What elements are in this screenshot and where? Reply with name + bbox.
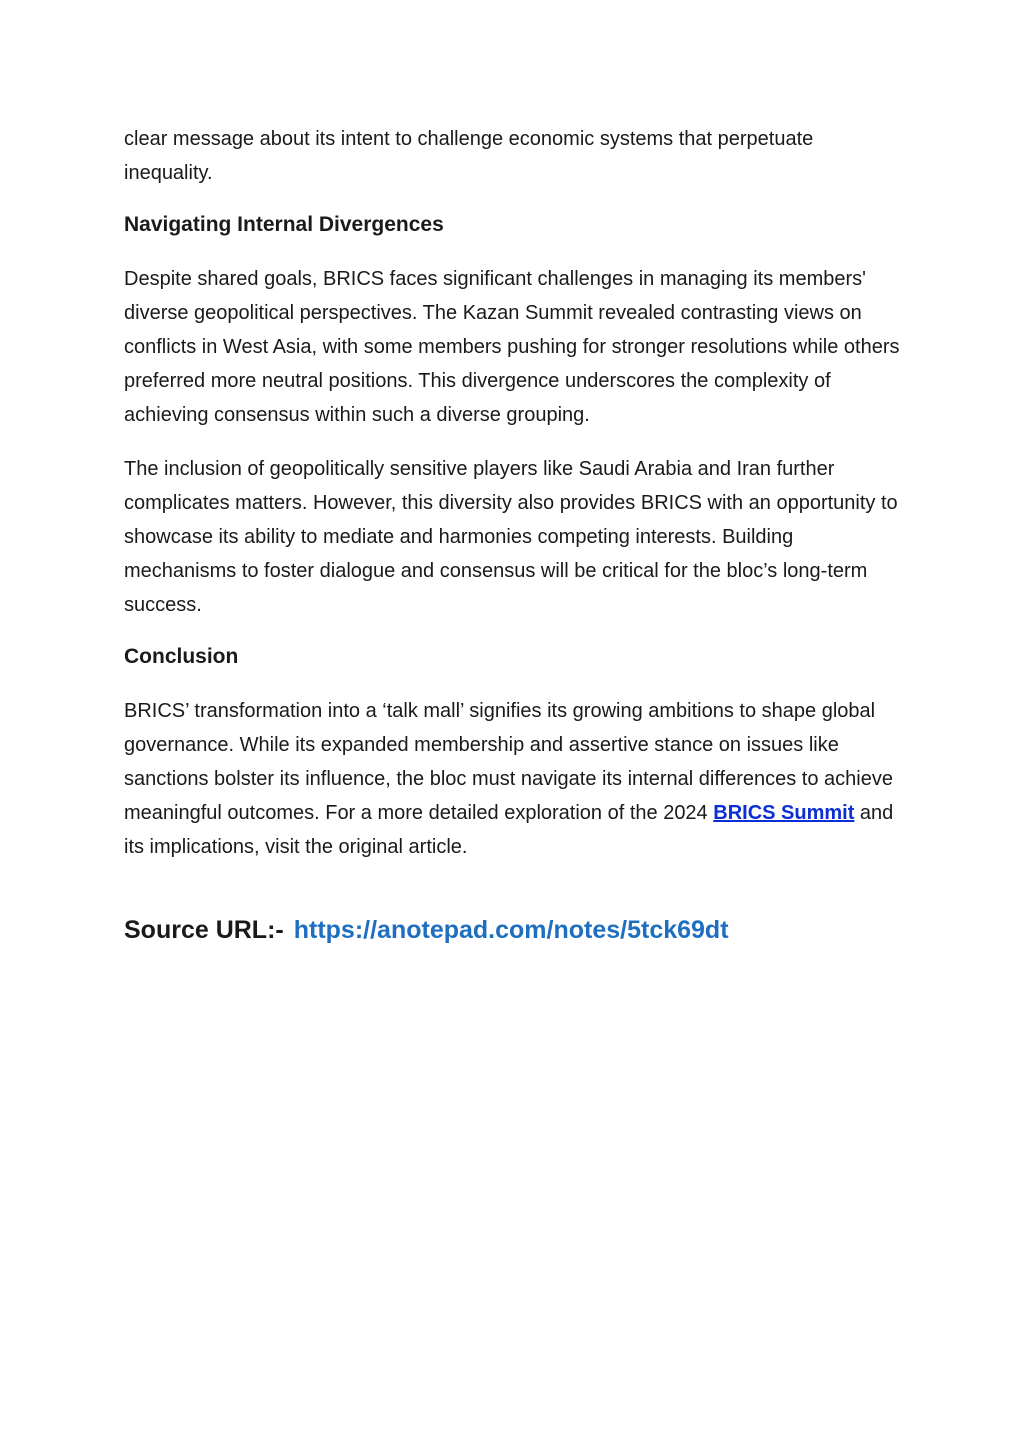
divergences-paragraph-2: The inclusion of geopolitically sensitive players like Saudi Arabia and Iran further complicates matters. However, this diversity also provides BRICS with an opportunity to showcase its ability to mediate and harmonies competing interests. Building mechanisms to foster dialogue and consensus will be critical for the bloc’s long-term success.: [124, 458, 898, 616]
source-label: Source URL:-: [124, 916, 284, 944]
conclusion-paragraph: [124, 694, 904, 864]
source-line: [124, 912, 904, 948]
brics-summit-link[interactable]: BRICS Summit: [713, 802, 855, 824]
source-url-link[interactable]: https://anotepad.com/notes/5tck69dt: [293, 916, 729, 944]
conclusion-text-after-link: and its implications, visit the original article.: [124, 802, 894, 858]
divergences-paragraph-1: Despite shared goals, BRICS faces significant challenges in managing its members' diverse geopolitical perspectives. The Kazan Summit revealed contrasting views on conflicts in West Asia, with some members pushing for stronger resolutions while others preferred more neutral positions. This divergence underscores the complexity of achieving consensus within such a diverse grouping.: [124, 268, 900, 426]
document-page: [124, 122, 904, 948]
intro-paragraph: clear message about its intent to challenge economic systems that perpetuate inequality.: [124, 128, 814, 184]
section-heading-conclusion: Conclusion: [124, 645, 239, 668]
conclusion-text-before-link: BRICS’ transformation into a ‘talk mall’ signifies its growing ambitions to shape global governance. While its expanded membership and assertive stance on issues like sanctions bolster its influence, the bloc must navigate its internal differences to achieve meaningful outcomes. For a more detailed exploration of the 2024: [124, 700, 893, 824]
section-heading-divergences: Navigating Internal Divergences: [124, 213, 444, 236]
